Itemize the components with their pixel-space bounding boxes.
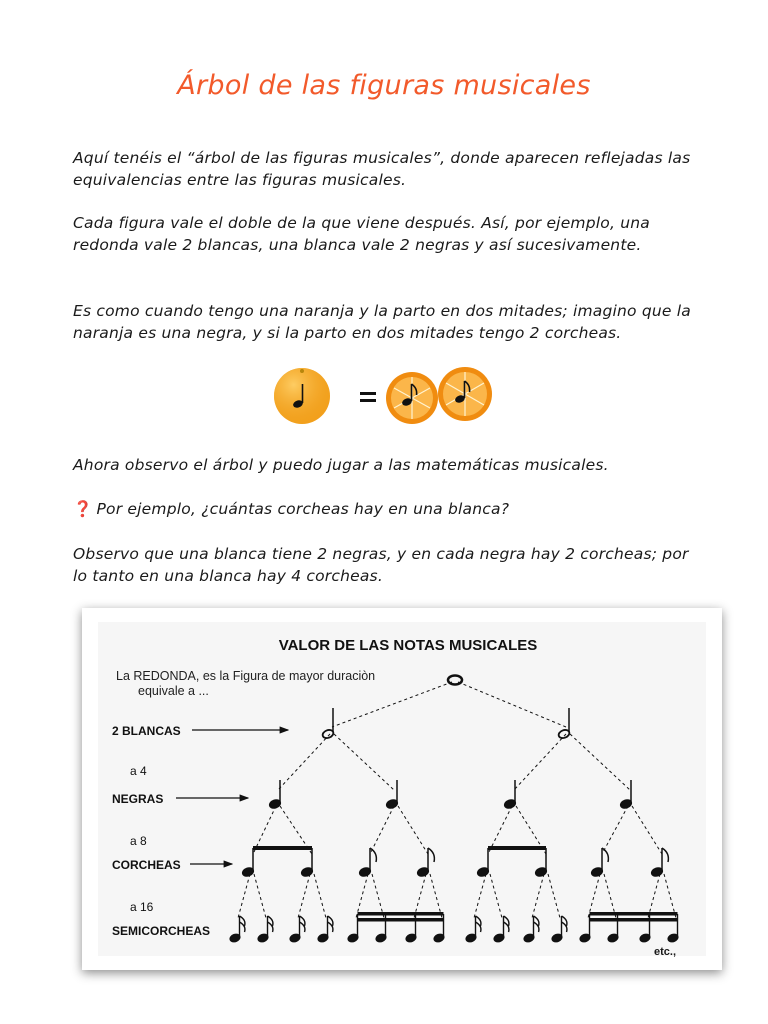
figure-title: VALOR DE LAS NOTAS MUSICALES [278, 637, 538, 654]
level-label-negras: NEGRAS [112, 792, 164, 806]
half-note-icon [558, 708, 571, 739]
level-prefix-corcheas: a 8 [130, 834, 147, 848]
eighth-notes [242, 846, 669, 877]
level-label-blancas: 2 BLANCAS [112, 724, 181, 738]
tree-branches [238, 682, 676, 918]
figure-intro: equivale a ... [138, 684, 209, 698]
level-prefix-negras: a 4 [130, 764, 147, 778]
paragraph-naranja: Es como cuando tengo una naranja y la parto en dos mitades; imagino que la naranja es una negra, y si la parto en dos mitades tengo 2 corcheas. [73, 302, 691, 342]
paragraph-intro: Aquí tenéis el “árbol de las figuras musicales”, donde aparecen reflejadas las equivalencias entre las figuras musicales. [73, 149, 691, 189]
question-mark-icon: ❓ [73, 500, 93, 518]
note-tree-diagram [98, 622, 706, 956]
level-prefix-semicorcheas: a 16 [130, 900, 154, 914]
etc-label: etc., [654, 946, 677, 958]
paragraph-doble: Cada figura vale el doble de la que viene después. Así, por ejemplo, una redonda vale 2 blancas, una blanca vale 2 negras y así sucesivamente. [73, 214, 650, 254]
figure-content [98, 622, 706, 956]
level-label-semicorcheas: SEMICORCHEAS [112, 924, 211, 938]
paragraph-respuesta: Observo que una blanca tiene 2 negras, y en cada negra hay 2 corcheas; por lo tanto en una blanca hay 4 corcheas. [73, 545, 689, 585]
whole-note-icon [448, 676, 462, 685]
half-orange-icon [386, 372, 438, 424]
orange-illustration [272, 366, 497, 426]
figure-intro: La REDONDA, es la Figura de mayor duraciòn [116, 669, 376, 683]
whole-orange-icon [274, 368, 330, 424]
page-title: Árbol de las figuras musicales [177, 70, 591, 101]
paragraph-pregunta: ❓ Por ejemplo, ¿cuántas corcheas hay en una blanca? [73, 500, 510, 518]
equals-icon [360, 392, 376, 402]
level-label-corcheas: CORCHEAS [112, 858, 181, 872]
half-note-icon [322, 708, 335, 739]
sixteenth-notes [229, 912, 679, 943]
half-orange-icon [438, 367, 492, 421]
note-tree-figure [82, 608, 722, 970]
quarter-notes [269, 780, 633, 809]
paragraph-arbol: Ahora observo el árbol y puedo jugar a las matemáticas musicales. [73, 456, 609, 474]
